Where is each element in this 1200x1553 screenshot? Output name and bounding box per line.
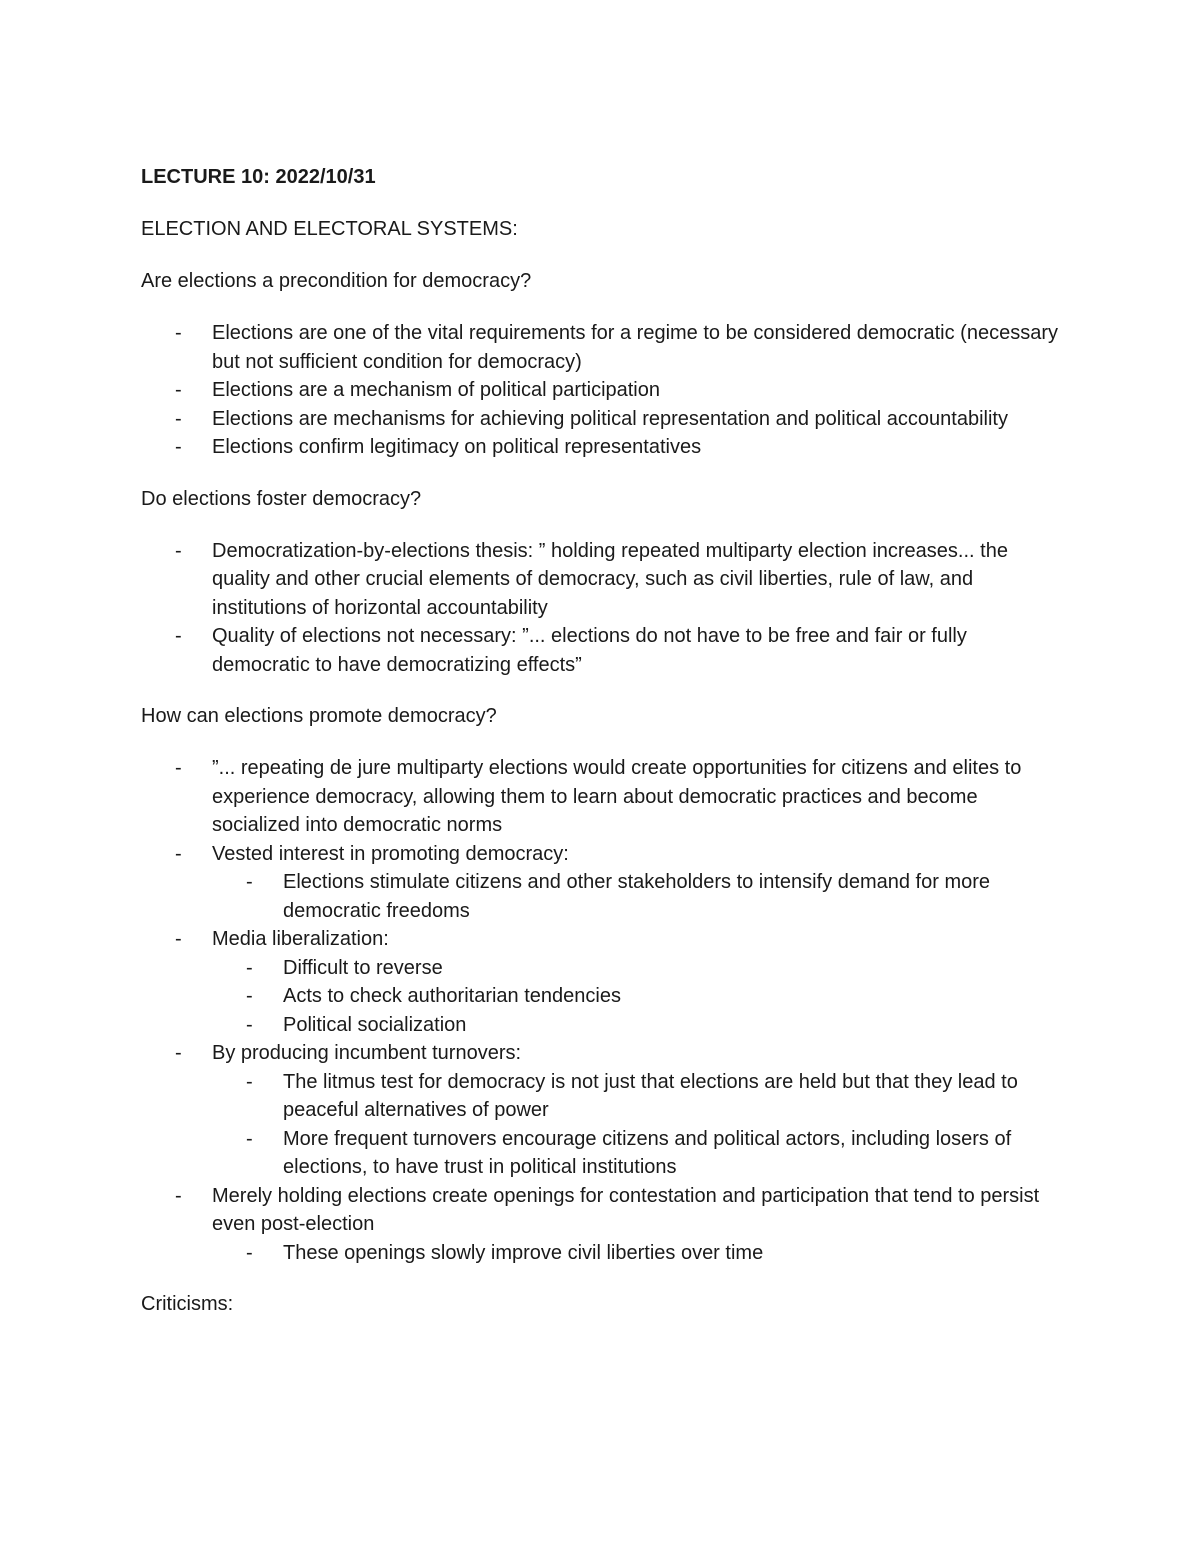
bullet-dash: - (175, 625, 182, 647)
document-page (141, 163, 1061, 1342)
list-item-text: ”... repeating de jure multiparty elections would create opportunities for citizens and elites to experience democracy, allowing them to learn about democratic practices and become socialized into democratic norms (212, 757, 1022, 836)
sub-list-item (212, 1125, 1061, 1182)
list-item-text: Elections are one of the vital requirements for a regime to be considered democratic (necessary but not sufficient condition for democracy) (212, 322, 1058, 373)
list-item-text: These openings slowly improve civil liberties over time (283, 1241, 764, 1264)
list-item-text: Merely holding elections create openings for contestation and participation that tend to persist even post-election (212, 1184, 1040, 1235)
bullet-dash: - (175, 322, 182, 344)
list-item (141, 840, 1061, 926)
bullet-dash: - (246, 1241, 253, 1264)
bullet-dash: - (175, 842, 182, 865)
list-item (141, 319, 1061, 376)
list-item (141, 537, 1061, 623)
bullet-dash: - (246, 956, 253, 979)
bullet-dash: - (175, 928, 182, 950)
list-item (141, 622, 1061, 679)
list-item-text: Vested interest in promoting democracy: (212, 842, 569, 865)
sub-list-item (212, 868, 1061, 925)
question-promote: How can elections promote democracy? (141, 705, 497, 727)
bullet-dash: - (175, 757, 182, 779)
sub-bullet-list (212, 868, 1061, 925)
list-item-text: Elections confirm legitimacy on political representatives (212, 436, 702, 458)
bullet-dash: - (246, 985, 253, 1007)
list-item-text: More frequent turnovers encourage citizens and political actors, including losers of elections, to have trust in political institutions (283, 1127, 1012, 1178)
list-item (141, 1182, 1061, 1268)
lecture-title: LECTURE 10: 2022/10/31 (141, 166, 376, 188)
list-item-text: Quality of elections not necessary: ”... elections do not have to be free and fair or fully democratic to have democratizing effects” (212, 625, 967, 676)
bullet-dash: - (246, 1013, 253, 1036)
bullet-dash: - (175, 1184, 182, 1207)
sub-list-item (212, 1068, 1061, 1125)
list-item (141, 405, 1061, 434)
list-item-text: The litmus test for democracy is not just that elections are held but that they lead to peaceful alternatives of power (283, 1070, 1018, 1121)
list-item-text: By producing incumbent turnovers: (212, 1042, 522, 1064)
question-precondition: Are elections a precondition for democracy? (141, 270, 532, 292)
list-item-text: Difficult to reverse (283, 956, 443, 979)
sub-list-item (212, 954, 1061, 983)
list-item-text: Elections stimulate citizens and other stakeholders to intensify demand for more democratic freedoms (283, 871, 991, 922)
bullet-dash: - (175, 539, 182, 562)
sub-bullet-list (212, 1239, 1061, 1268)
sub-list-item (212, 1239, 1061, 1268)
list-item (141, 1039, 1061, 1182)
section-heading: ELECTION AND ELECTORAL SYSTEMS: (141, 218, 518, 240)
bullet-dash: - (175, 407, 182, 430)
sub-list-item (212, 1011, 1061, 1040)
list-item (141, 925, 1061, 1039)
bullet-dash: - (175, 436, 182, 458)
bullet-dash: - (175, 1042, 182, 1064)
list-item-text: Democratization-by-elections thesis: ” holding repeated multiparty election increases... the quality and other crucial elements of democracy, such as civil liberties, rule of law, and institutions of horizontal accountability (212, 539, 1008, 619)
bullet-dash: - (175, 379, 182, 401)
criticisms-heading: Criticisms: (141, 1293, 234, 1315)
list-item-text: Acts to check authoritarian tendencies (283, 985, 621, 1007)
sub-list-item (212, 982, 1061, 1011)
list-item (141, 376, 1061, 405)
list-item (141, 433, 1061, 462)
list-item-text: Elections are a mechanism of political participation (212, 379, 660, 401)
list-item-text: Elections are mechanisms for achieving political representation and political accountability (212, 407, 1008, 430)
bullet-list (141, 754, 1061, 1267)
list-item-text: Political socialization (283, 1013, 467, 1036)
question-foster: Do elections foster democracy? (141, 487, 422, 510)
bullet-list (141, 319, 1061, 462)
sub-bullet-list (212, 1068, 1061, 1182)
list-item-text: Media liberalization: (212, 928, 389, 950)
bullet-dash: - (246, 1070, 253, 1093)
list-item (141, 754, 1061, 840)
bullet-dash: - (246, 1127, 253, 1150)
sub-bullet-list (212, 954, 1061, 1040)
bullet-list (141, 537, 1061, 680)
bullet-dash: - (246, 871, 253, 893)
